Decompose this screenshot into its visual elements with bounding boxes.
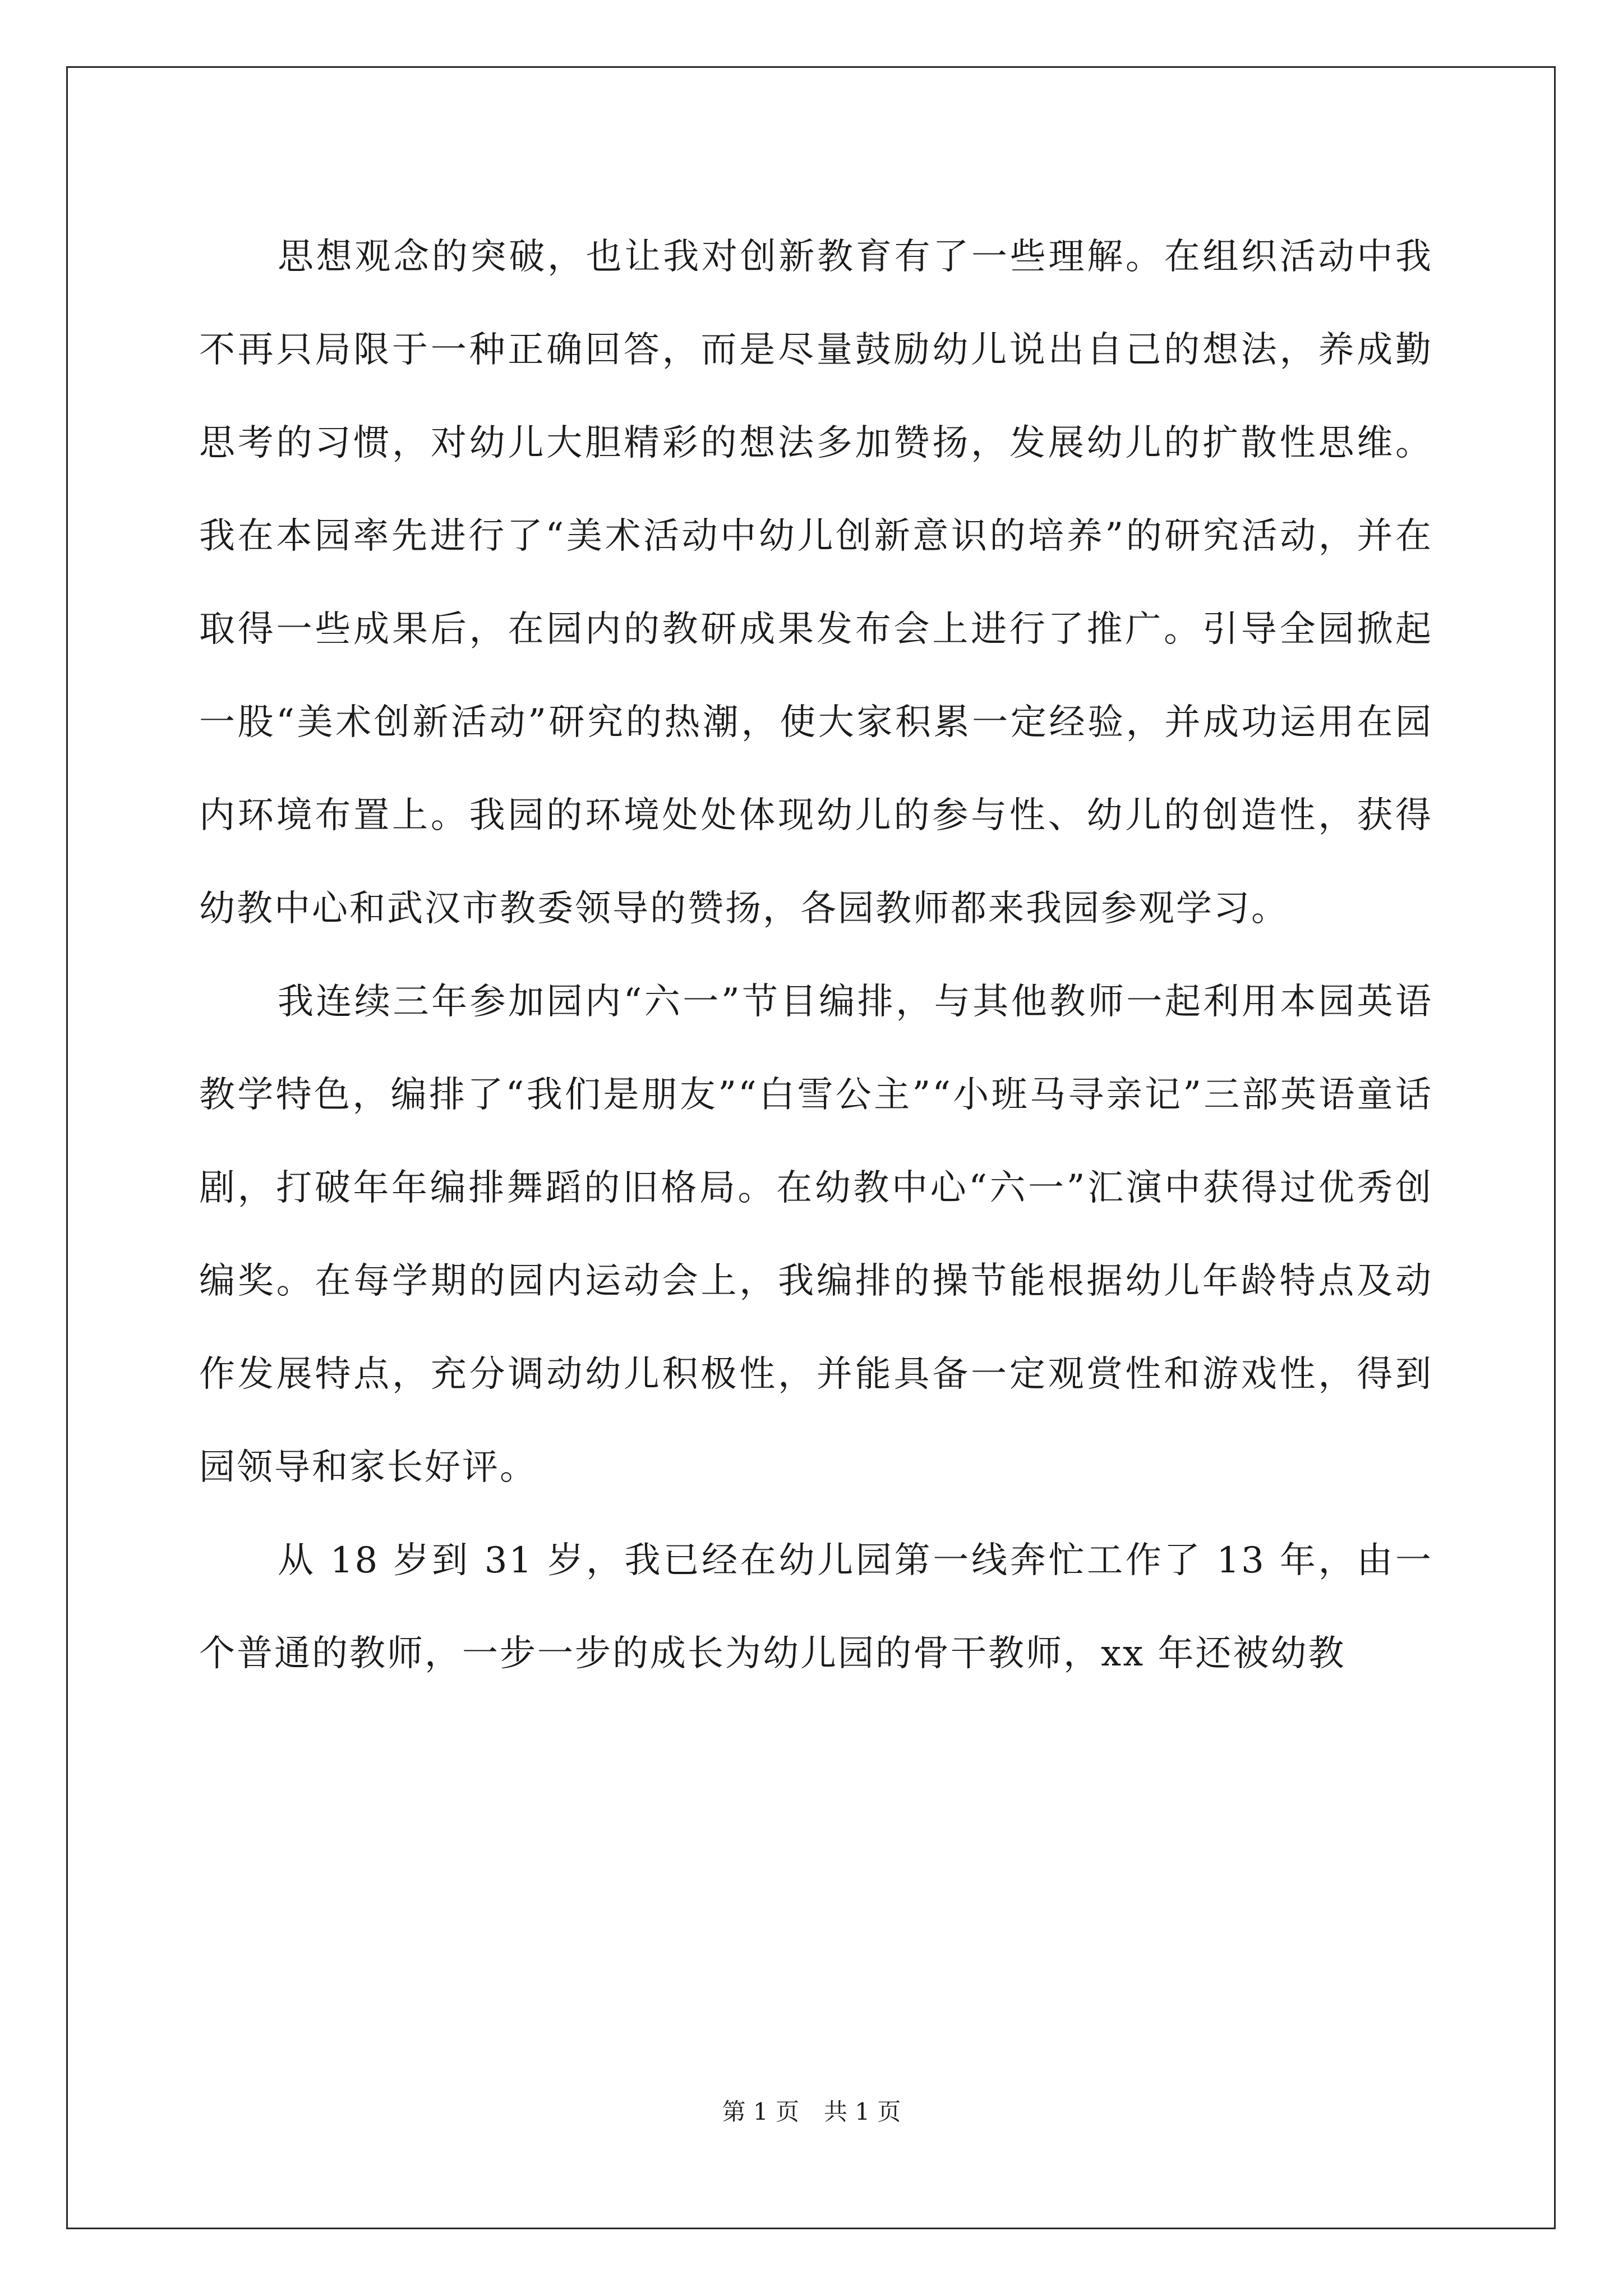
page-count: 共 1 页 <box>824 2098 901 2125</box>
page-number: 第 1 页 <box>722 2098 799 2125</box>
paragraph-1: 思想观念的突破，也让我对创新教育有了一些理解。在组织活动中我不再只局限于一种正确回答，而是尽量鼓励幼儿说出自己的想法，养成勤思考的习惯，对幼儿大胆精彩的想法多加赞扬，发展幼儿的扩散性思维。我在本园率先进行了“美术活动中幼儿创新意识的培养”的研究活动，并在取得一些成果后，在园内的教研成果发布会上进行了推广。引导全园掀起一股“美术创新活动”研究的热潮，使大家积累一定经验，并成功运用在园内环境布置上。我园的环境处处体现幼儿的参与性、幼儿的创造性，获得幼教中心和武汉市教委领导的赞扬，各园教师都来我园参观学习。 <box>199 236 1433 930</box>
paragraph-3: 从 18 岁到 31 岁，我已经在幼儿园第一线奔忙工作了 13 年，由一个普通的教师，一步一步的成长为幼儿园的骨干教师，xx 年还被幼教 <box>199 1540 1433 1674</box>
document-body <box>199 210 1433 1700</box>
paragraph-2: 我连续三年参加园内“六一”节目编排，与其他教师一起利用本园英语教学特色，编排了“我们是朋友”“白雪公主”“小班马寻亲记”三部英语童话剧，打破年年编排舞蹈的旧格局。在幼教中心“六一”汇演中获得过优秀创编奖。在每学期的园内运动会上，我编排的操节能根据幼儿年龄特点及动作发展特点，充分调动幼儿积极性，并能具备一定观赏性和游戏性，得到园领导和家长好评。 <box>199 981 1433 1488</box>
page-footer <box>0 2095 1623 2129</box>
